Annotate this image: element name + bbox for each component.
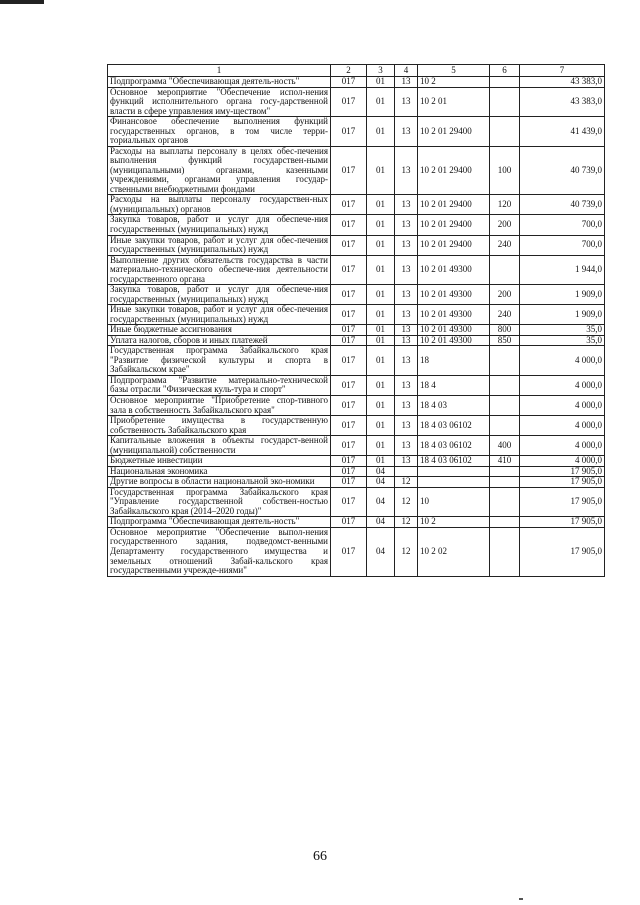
row-target-article: 10 2 01 49300 xyxy=(418,325,490,336)
row-target-article: 18 xyxy=(418,346,490,376)
row-target-article: 10 2 01 49300 xyxy=(418,255,490,285)
row-amount: 700,0 xyxy=(520,235,605,255)
table-row xyxy=(108,255,605,285)
row-amount: 43 383,0 xyxy=(520,77,605,88)
row-grbs: 017 xyxy=(331,396,367,416)
row-expense-type xyxy=(490,396,520,416)
row-section: 01 xyxy=(367,195,395,215)
row-expense-type: 120 xyxy=(490,195,520,215)
row-amount: 41 439,0 xyxy=(520,117,605,147)
table-row xyxy=(108,375,605,395)
row-name: Выполнение других обязательств государства в части материально-технического обеспече-ния деятельности государственного органа xyxy=(108,255,331,285)
row-target-article: 10 2 02 xyxy=(418,527,490,576)
header-col-4: 4 xyxy=(395,65,418,77)
row-amount: 1 909,0 xyxy=(520,305,605,325)
row-subsection: 13 xyxy=(395,305,418,325)
row-target-article: 18 4 03 06102 xyxy=(418,436,490,456)
row-section: 01 xyxy=(367,87,395,117)
row-grbs: 017 xyxy=(331,235,367,255)
row-name: Уплата налогов, сборов и иных платежей xyxy=(108,335,331,346)
row-amount: 40 739,0 xyxy=(520,195,605,215)
row-grbs: 017 xyxy=(331,195,367,215)
row-subsection: 13 xyxy=(395,335,418,346)
row-target-article: 18 4 03 06102 xyxy=(418,456,490,467)
table-row xyxy=(108,117,605,147)
row-section: 01 xyxy=(367,375,395,395)
table-row xyxy=(108,527,605,576)
row-name: Иные закупки товаров, работ и услуг для обес-печения государственных (муниципальных) нужд xyxy=(108,235,331,255)
row-expense-type xyxy=(490,487,520,517)
row-target-article: 10 2 01 xyxy=(418,87,490,117)
row-name: Национальная экономика xyxy=(108,466,331,477)
row-name: Иные бюджетные ассигнования xyxy=(108,325,331,336)
row-amount: 17 905,0 xyxy=(520,477,605,488)
row-name: Расходы на выплаты персоналу государствен-ных (муниципальных) органов xyxy=(108,195,331,215)
row-section: 01 xyxy=(367,346,395,376)
row-name: Капитальные вложения в объекты государст-венной (муниципальной) собственности xyxy=(108,436,331,456)
table-row xyxy=(108,335,605,346)
row-target-article: 18 4 03 xyxy=(418,396,490,416)
row-expense-type xyxy=(490,346,520,376)
row-section: 04 xyxy=(367,477,395,488)
row-expense-type xyxy=(490,477,520,488)
row-grbs: 017 xyxy=(331,436,367,456)
row-subsection: 12 xyxy=(395,517,418,528)
row-grbs: 017 xyxy=(331,77,367,88)
row-grbs: 017 xyxy=(331,87,367,117)
table-row xyxy=(108,195,605,215)
row-expense-type: 100 xyxy=(490,146,520,195)
row-name: Приобретение имущества в государственную собственность Забайкальского края xyxy=(108,416,331,436)
row-grbs: 017 xyxy=(331,477,367,488)
budget-table xyxy=(107,64,605,577)
table-row xyxy=(108,396,605,416)
row-amount: 4 000,0 xyxy=(520,436,605,456)
row-grbs: 017 xyxy=(331,117,367,147)
row-subsection: 13 xyxy=(395,195,418,215)
row-amount: 4 000,0 xyxy=(520,396,605,416)
row-expense-type xyxy=(490,87,520,117)
row-target-article: 10 2 01 29400 xyxy=(418,215,490,235)
row-section: 01 xyxy=(367,77,395,88)
header-col-3: 3 xyxy=(367,65,395,77)
row-name: Другие вопросы в области национальной эко-номики xyxy=(108,477,331,488)
row-target-article: 10 2 xyxy=(418,77,490,88)
header-col-7: 7 xyxy=(520,65,605,77)
row-amount: 4 000,0 xyxy=(520,456,605,467)
row-amount: 40 739,0 xyxy=(520,146,605,195)
row-grbs: 017 xyxy=(331,325,367,336)
row-expense-type xyxy=(490,416,520,436)
row-grbs: 017 xyxy=(331,346,367,376)
row-expense-type: 850 xyxy=(490,335,520,346)
row-subsection: 13 xyxy=(395,325,418,336)
table-row xyxy=(108,325,605,336)
table-row xyxy=(108,346,605,376)
row-expense-type: 200 xyxy=(490,285,520,305)
row-target-article: 10 2 01 29400 xyxy=(418,117,490,147)
row-target-article: 10 2 01 29400 xyxy=(418,195,490,215)
row-amount: 17 905,0 xyxy=(520,466,605,477)
row-subsection xyxy=(395,466,418,477)
table-row xyxy=(108,146,605,195)
row-name: Государственная программа Забайкальского края "Управление государственной собствен-ностью Забайкальского края (2014–2020 годы)" xyxy=(108,487,331,517)
row-subsection: 13 xyxy=(395,235,418,255)
row-expense-type: 410 xyxy=(490,456,520,467)
table-row xyxy=(108,487,605,517)
table-row xyxy=(108,87,605,117)
row-section: 04 xyxy=(367,517,395,528)
row-grbs: 017 xyxy=(331,466,367,477)
row-name: Подпрограмма "Развитие материально-технической базы отрасли "Физическая куль-тура и спорт" xyxy=(108,375,331,395)
row-section: 01 xyxy=(367,235,395,255)
row-grbs: 017 xyxy=(331,215,367,235)
row-subsection: 13 xyxy=(395,146,418,195)
table-body xyxy=(108,77,605,577)
row-expense-type xyxy=(490,375,520,395)
row-name: Бюджетные инвестиции xyxy=(108,456,331,467)
row-name: Основное мероприятие "Обеспечение испол-нения функций исполнительного органа госу-дарственной власти в сфере управления иму-ществом" xyxy=(108,87,331,117)
row-target-article: 10 2 01 49300 xyxy=(418,335,490,346)
row-subsection: 12 xyxy=(395,527,418,576)
table-row xyxy=(108,466,605,477)
row-section: 01 xyxy=(367,117,395,147)
page-number: 66 xyxy=(313,849,327,864)
row-amount: 17 905,0 xyxy=(520,527,605,576)
row-grbs: 017 xyxy=(331,517,367,528)
row-expense-type: 240 xyxy=(490,305,520,325)
row-expense-type xyxy=(490,77,520,88)
row-amount: 700,0 xyxy=(520,215,605,235)
row-expense-type: 200 xyxy=(490,215,520,235)
row-target-article: 18 4 xyxy=(418,375,490,395)
header-col-6: 6 xyxy=(490,65,520,77)
table-row xyxy=(108,235,605,255)
row-section: 04 xyxy=(367,527,395,576)
table-row xyxy=(108,215,605,235)
row-grbs: 017 xyxy=(331,456,367,467)
row-section: 04 xyxy=(367,487,395,517)
row-amount: 17 905,0 xyxy=(520,487,605,517)
scan-speck xyxy=(519,898,523,900)
row-section: 01 xyxy=(367,416,395,436)
row-subsection: 13 xyxy=(395,396,418,416)
row-section: 01 xyxy=(367,396,395,416)
row-subsection: 13 xyxy=(395,456,418,467)
table-row xyxy=(108,477,605,488)
row-target-article: 10 2 01 29400 xyxy=(418,146,490,195)
scan-corner-mark xyxy=(0,0,44,4)
row-target-article: 10 2 01 29400 xyxy=(418,235,490,255)
row-grbs: 017 xyxy=(331,416,367,436)
row-subsection: 13 xyxy=(395,416,418,436)
row-expense-type: 400 xyxy=(490,436,520,456)
row-name: Подпрограмма "Обеспечивающая деятель-ность" xyxy=(108,77,331,88)
row-amount: 35,0 xyxy=(520,325,605,336)
header-col-2: 2 xyxy=(331,65,367,77)
row-name: Расходы на выплаты персоналу в целях обес-печения выполнения функций государствен-ными (муниципальными) органами, казенными учреждениями, органами управления государ-ственными внебюджетными фондами xyxy=(108,146,331,195)
row-expense-type xyxy=(490,117,520,147)
row-target-article: 10 2 01 49300 xyxy=(418,305,490,325)
row-subsection: 13 xyxy=(395,87,418,117)
row-section: 01 xyxy=(367,335,395,346)
row-target-article xyxy=(418,466,490,477)
row-expense-type: 800 xyxy=(490,325,520,336)
row-subsection: 12 xyxy=(395,477,418,488)
row-expense-type xyxy=(490,255,520,285)
row-subsection: 13 xyxy=(395,117,418,147)
row-target-article: 10 2 xyxy=(418,517,490,528)
row-subsection: 13 xyxy=(395,77,418,88)
row-grbs: 017 xyxy=(331,305,367,325)
row-name: Основное мероприятие "Приобретение спор-тивного зала в собственность Забайкальского края" xyxy=(108,396,331,416)
row-subsection: 13 xyxy=(395,346,418,376)
row-amount: 4 000,0 xyxy=(520,416,605,436)
row-section: 01 xyxy=(367,325,395,336)
row-subsection: 13 xyxy=(395,375,418,395)
row-subsection: 12 xyxy=(395,487,418,517)
row-target-article xyxy=(418,477,490,488)
row-amount: 17 905,0 xyxy=(520,517,605,528)
row-expense-type: 240 xyxy=(490,235,520,255)
row-section: 04 xyxy=(367,466,395,477)
row-expense-type xyxy=(490,527,520,576)
header-col-1: 1 xyxy=(108,65,331,77)
row-name: Государственная программа Забайкальского края "Развитие физической культуры и спорта в Забайкальском крае" xyxy=(108,346,331,376)
row-amount: 1 944,0 xyxy=(520,255,605,285)
table-row xyxy=(108,436,605,456)
table-row xyxy=(108,77,605,88)
row-amount: 35,0 xyxy=(520,335,605,346)
row-grbs: 017 xyxy=(331,487,367,517)
row-name: Закупка товаров, работ и услуг для обеспече-ния государственных (муниципальных) нужд xyxy=(108,285,331,305)
row-name: Основное мероприятие "Обеспечение выпол-нения государственного задания, подведомст-венными Департаменту государственного имущества и земельных отношений Забай-кальского края государственными учрежде-ниями" xyxy=(108,527,331,576)
row-subsection: 13 xyxy=(395,215,418,235)
row-grbs: 017 xyxy=(331,335,367,346)
row-expense-type xyxy=(490,466,520,477)
row-name: Финансовое обеспечение выполнения функций государственных органов, в том числе терри-ториальных органов xyxy=(108,117,331,147)
row-grbs: 017 xyxy=(331,527,367,576)
row-target-article: 10 xyxy=(418,487,490,517)
row-section: 01 xyxy=(367,215,395,235)
row-target-article: 10 2 01 49300 xyxy=(418,285,490,305)
row-grbs: 017 xyxy=(331,146,367,195)
row-subsection: 13 xyxy=(395,285,418,305)
row-name: Подпрограмма "Обеспечивающая деятель-ность" xyxy=(108,517,331,528)
row-section: 01 xyxy=(367,255,395,285)
table-row xyxy=(108,305,605,325)
row-grbs: 017 xyxy=(331,255,367,285)
row-subsection: 13 xyxy=(395,255,418,285)
row-expense-type xyxy=(490,517,520,528)
header-row xyxy=(108,65,605,77)
row-amount: 4 000,0 xyxy=(520,375,605,395)
row-grbs: 017 xyxy=(331,375,367,395)
row-subsection: 13 xyxy=(395,436,418,456)
row-amount: 1 909,0 xyxy=(520,285,605,305)
row-target-article: 18 4 03 06102 xyxy=(418,416,490,436)
row-amount: 43 383,0 xyxy=(520,87,605,117)
row-name: Закупка товаров, работ и услуг для обеспече-ния государственных (муниципальных) нужд xyxy=(108,215,331,235)
table-row xyxy=(108,416,605,436)
table-row xyxy=(108,517,605,528)
row-grbs: 017 xyxy=(331,285,367,305)
row-section: 01 xyxy=(367,305,395,325)
row-amount: 4 000,0 xyxy=(520,346,605,376)
row-section: 01 xyxy=(367,285,395,305)
table-row xyxy=(108,456,605,467)
row-section: 01 xyxy=(367,456,395,467)
table-row xyxy=(108,285,605,305)
row-section: 01 xyxy=(367,146,395,195)
row-section: 01 xyxy=(367,436,395,456)
row-name: Иные закупки товаров, работ и услуг для обес-печения государственных (муниципальных) нужд xyxy=(108,305,331,325)
header-col-5: 5 xyxy=(418,65,490,77)
